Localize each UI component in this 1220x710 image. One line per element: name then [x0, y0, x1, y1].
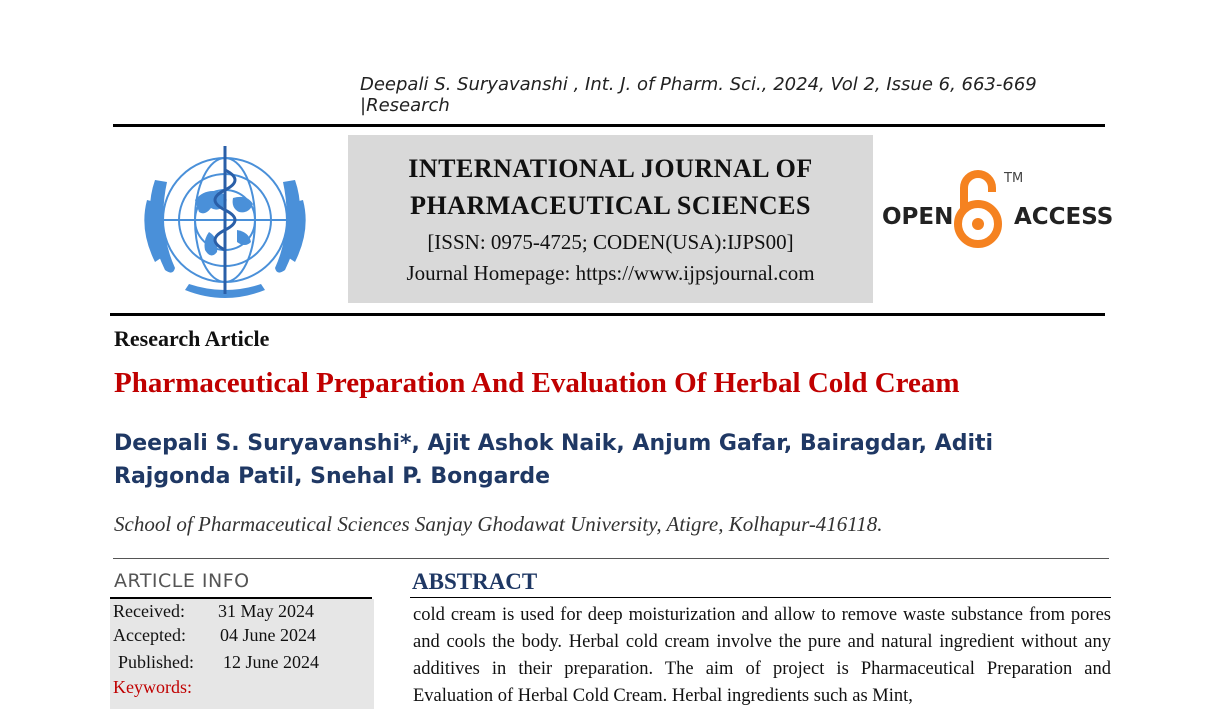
affiliation: School of Pharmaceutical Sciences Sanjay Ghodawat University, Atigre, Kolhapur-416118. [114, 512, 883, 536]
journal-name-line2: PHARMACEUTICAL SCIENCES [410, 191, 811, 220]
banner-bottom-rule [110, 313, 1105, 316]
authors-line1: Deepali S. Suryavanshi*, Ajit Ashok Naik, Anjum Gafar, Bairagdar, Aditi [114, 431, 994, 456]
abstract-rule [410, 597, 1111, 598]
author-list [114, 427, 1014, 493]
published-row [118, 652, 319, 673]
section-divider [113, 558, 1109, 559]
received-label: Received: [113, 601, 185, 621]
abstract-heading: ABSTRACT [412, 569, 538, 594]
open-access-left-text: OPEN [882, 204, 954, 230]
keywords-label: Keywords: [113, 677, 192, 697]
open-access-tm: TM [1004, 171, 1024, 186]
journal-issn: [ISSN: 0975-4725; CODEN(USA):IJPS00] [427, 230, 794, 254]
authors-line2: Rajgonda Patil, Snehal P. Bongarde [114, 464, 550, 489]
received-row [113, 601, 314, 622]
open-access-right-text: ACCESS [1014, 204, 1114, 230]
article-type: Research Article [114, 326, 270, 351]
article-info-box [110, 599, 374, 709]
accepted-label: Accepted: [113, 625, 186, 645]
journal-homepage[interactable]: Journal Homepage: https://www.ijpsjournal.com [406, 261, 815, 285]
received-value: 31 May 2024 [218, 601, 314, 621]
open-access-lock-icon [880, 164, 1114, 254]
article-info-heading: ARTICLE INFO [114, 570, 250, 592]
journal-name-line1: INTERNATIONAL JOURNAL OF [408, 154, 813, 183]
accepted-value: 04 June 2024 [220, 625, 316, 645]
journal-banner [348, 135, 873, 303]
article-title: Pharmaceutical Preparation And Evaluation Of Herbal Cold Cream [114, 367, 960, 399]
who-emblem-icon [125, 140, 325, 305]
published-label: Published: [118, 652, 195, 672]
published-value: 12 June 2024 [223, 652, 319, 672]
running-head: Deepali S. Suryavanshi , Int. J. of Pharm. Sci., 2024, Vol 2, Issue 6, 663-669 |Research [360, 74, 1037, 116]
accepted-row [113, 625, 316, 646]
abstract-text: cold cream is used for deep moisturization and allow to remove waste substance from pores and cools the body. Herbal cold cream involve the pure and natural ingredient without any additives in their preparation. The aim of project is Pharmaceutical Preparation and Evaluation of Herbal Cold Cream. Herbal ingredients such as Mint, [413, 605, 1111, 706]
header-rule [113, 124, 1105, 127]
